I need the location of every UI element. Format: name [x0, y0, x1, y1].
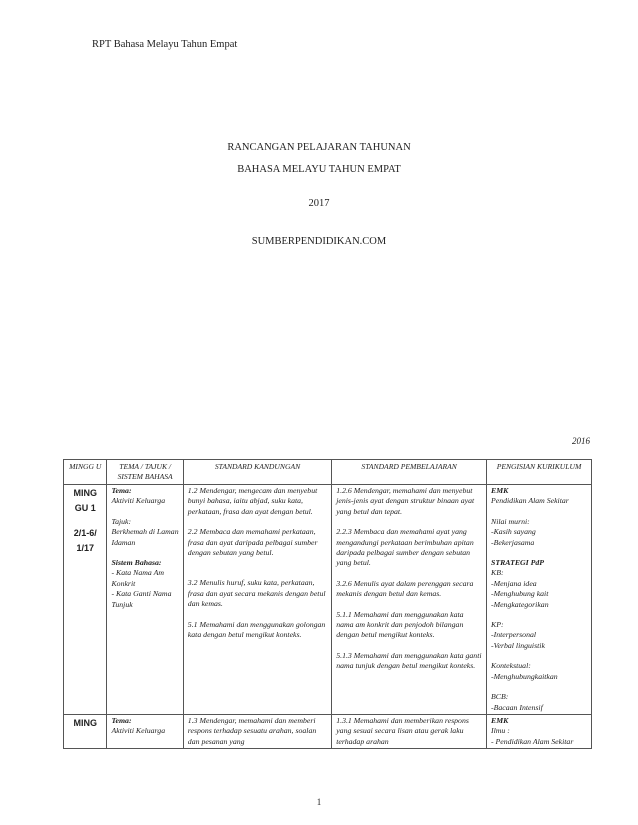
cover-title-line2: BAHASA MELAYU TAHUN EMPAT — [237, 164, 401, 175]
year-note: 2016 — [572, 436, 590, 446]
sp-item: 1.3.1 Memahami dan memberikan respons yang sesuai secara lisan atau gerak laku terhadap arahan — [336, 715, 469, 746]
sp-item: 5.1.1 Memahami dan menggunakan kata nama am konkrit dan penjodoh bilangan dengan betul mengikut konteks. — [336, 609, 464, 640]
cover-title-block — [0, 142, 638, 248]
tema-label: Tema: — [111, 715, 132, 725]
sp-item: 2.2.3 Membaca dan memahami ayat yang mengandungi perkataan berimbuhan apitan daripada pelbagai sumber dengan sebutan yang betul. — [336, 527, 474, 568]
sk-item: 1.2 Mendengar, mengecam dan menyebut bunyi bahasa, iaitu abjad, suku kata, perkataan, frasa dan ayat dengan betul. — [187, 486, 318, 516]
tajuk-value: Berkhemah di Laman Idaman — [111, 527, 179, 547]
week-label: MING GU 1 — [73, 488, 97, 513]
pk-emk: EMK — [491, 486, 509, 495]
pk-emk: EMK — [491, 715, 509, 725]
standard-kandungan-cell — [183, 485, 331, 715]
header-tema: TEMA / TAJUK / SISTEM BAHASA — [107, 460, 183, 485]
tajuk-label: Tajuk: — [111, 516, 132, 526]
pengisian-kurikulum-cell — [487, 714, 592, 748]
tema-cell — [107, 485, 183, 715]
cover-year: 2017 — [308, 198, 330, 209]
sk-item: 5.1 Memahami dan menggunakan golongan kata dengan betul mengikut konteks. — [187, 619, 326, 640]
pk-kontekstual-label: Kontekstual: — [491, 661, 531, 671]
pk-kp-item: -Interpersonal — [491, 630, 537, 640]
pk-kb-item: -Menjana idea — [491, 578, 537, 588]
sistem-item: - Kata Nama Am Konkrit — [111, 568, 164, 588]
table-row — [64, 714, 592, 748]
header-standard-kandungan: STANDARD KANDUNGAN — [183, 460, 331, 485]
cover-site: SUMBERPENDIDIKAN.COM — [251, 236, 387, 247]
tema-value: Aktiviti Keluarga — [111, 726, 166, 736]
pk-kb-item: -Menghubung kait — [491, 589, 549, 599]
table-header-row — [64, 460, 592, 485]
pk-bcb-label: BCB: — [491, 692, 509, 702]
sk-item: 2.2 Membaca dan memahami perkataan, frasa dan ayat daripada pelbagai sumber dengan sebutan yang betul. — [187, 527, 318, 558]
sp-item: 5.1.3 Memahami dan menggunakan kata ganti nama tunjuk dengan betul mengikut konteks. — [336, 650, 482, 671]
pk-nilai-label: Nilai murni: — [491, 516, 530, 526]
tema-label: Tema: — [111, 486, 132, 495]
pk-ilmu-label: Ilmu : — [491, 726, 510, 736]
sp-item: 3.2.6 Menulis ayat dalam perenggan secara mekanis dengan betul dan kemas. — [336, 578, 474, 599]
sistem-item: - Kata Ganti Nama Tunjuk — [111, 589, 172, 609]
standard-kandungan-cell — [183, 714, 331, 748]
pk-kontekstual-item: -Menghubungkaitkan — [491, 671, 558, 681]
pk-nilai-item: -Kasih sayang — [491, 527, 536, 537]
sk-item: 3.2 Menulis huruf, suku kata, perkataan, frasa dan ayat secara mekanis dengan betul dan kemas. — [187, 578, 326, 609]
standard-pembelajaran-cell — [332, 485, 487, 715]
pk-kp-item: -Verbal linguistik — [491, 640, 545, 650]
table-row — [64, 485, 592, 715]
pk-strategi: STRATEGI PdP — [491, 558, 545, 568]
cover-title-line1: RANCANGAN PELAJARAN TAHUNAN — [227, 142, 411, 153]
standard-pembelajaran-cell — [332, 714, 487, 748]
header-standard-pembelajaran: STANDARD PEMBELAJARAN — [332, 460, 487, 485]
pk-kp-label: KP: — [491, 620, 504, 630]
week-label: MING — [73, 717, 97, 728]
tema-value: Aktiviti Keluarga — [111, 496, 166, 506]
tema-cell — [107, 714, 183, 748]
pk-kb-item: -Mengkategorikan — [491, 599, 549, 609]
pk-emk-item: Pendidikan Alam Sekitar — [491, 496, 569, 506]
week-dates: 2/1-6/ 1/17 — [73, 528, 97, 553]
pk-kb-label: KB: — [491, 568, 504, 578]
running-header: RPT Bahasa Melayu Tahun Empat — [92, 39, 238, 50]
week-cell — [64, 714, 107, 748]
pk-nilai-item: -Bekerjasama — [491, 537, 535, 547]
pk-bcb-item: -Bacaan Intensif — [491, 702, 543, 712]
sk-item: 1.3 Mendengar, memahami dan memberi respons terhadap sesuatu arahan, soalan dan pesanan yang — [187, 715, 317, 746]
header-pengisian-kurikulum: PENGISIAN KURIKULUM — [487, 460, 592, 485]
page-number: 1 — [316, 797, 322, 807]
header-minggu: MINGG U — [64, 460, 107, 485]
sp-item: 1.2.6 Mendengar, memahami dan menyebut jenis-jenis ayat dengan struktur binaan ayat yang betul dan tepat. — [336, 486, 475, 516]
pk-ilmu-item: - Pendidikan Alam Sekitar — [491, 736, 574, 746]
week-cell — [64, 485, 107, 715]
pengisian-kurikulum-cell — [487, 485, 592, 715]
rpt-table — [63, 459, 592, 749]
sistem-label: Sistem Bahasa: — [111, 558, 162, 568]
